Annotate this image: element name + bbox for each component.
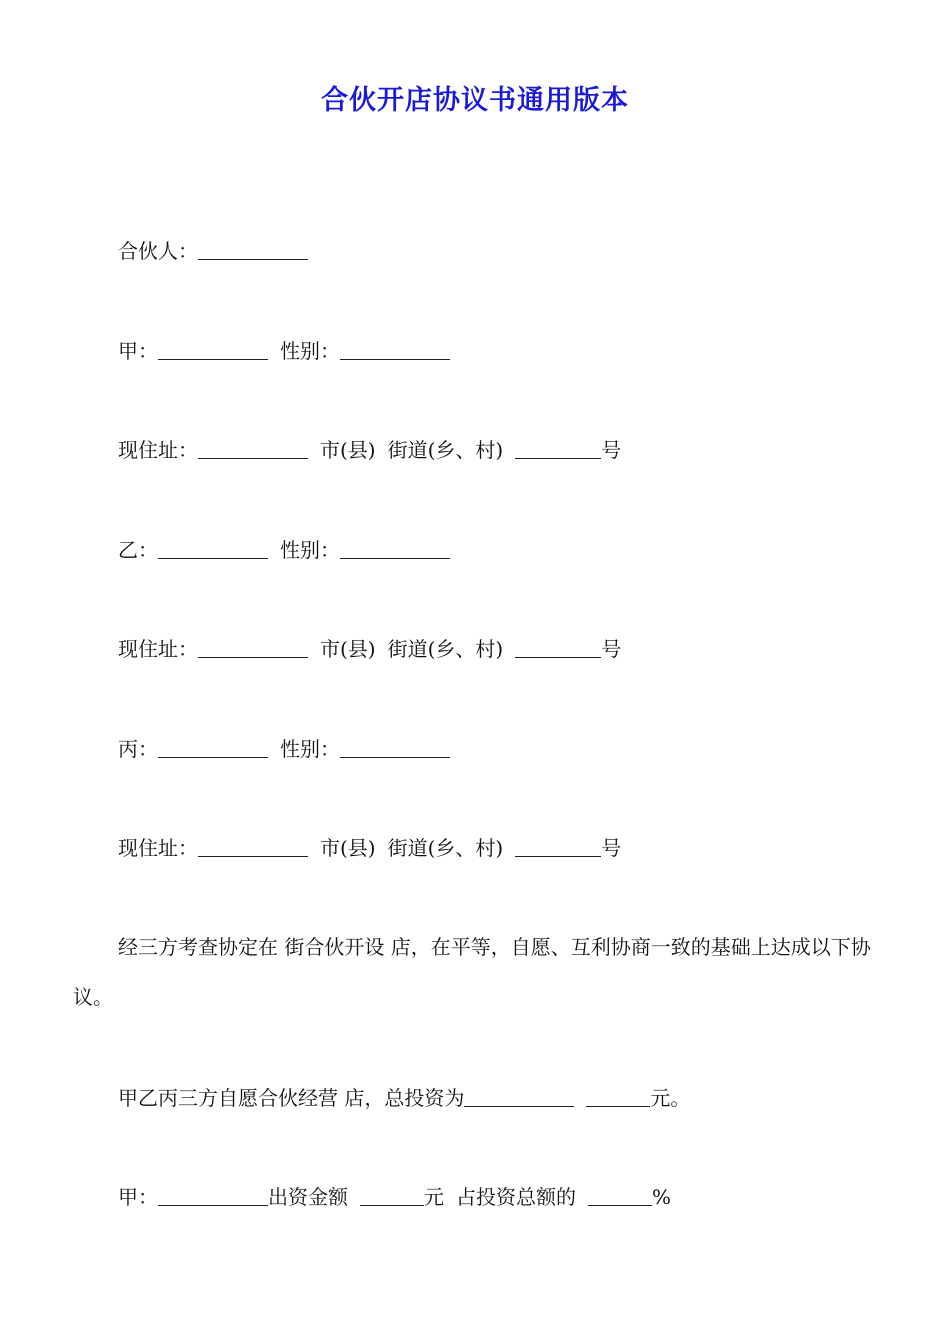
- address-number-blank: [515, 838, 601, 857]
- party-b-address-line: [118, 634, 621, 664]
- partner-blank: [198, 241, 308, 260]
- investment-line: [118, 1083, 690, 1113]
- party-a-gender-label: 性别：: [280, 339, 340, 363]
- party-c-gender-blank: [340, 739, 450, 758]
- contribution-a-label: 甲：: [118, 1185, 158, 1209]
- contribution-a-share-label: 占投资总额的: [456, 1185, 576, 1209]
- investment-blank-2: [586, 1088, 650, 1107]
- investment-blank-1: [464, 1088, 574, 1107]
- contribution-a-amount-blank: [360, 1187, 424, 1206]
- address-number: 号: [601, 836, 622, 860]
- intro-paragraph: 经三方考查协定在 街合伙开设 店，在平等，自愿、互利协商一致的基础上达成以下协议。: [73, 935, 871, 1009]
- address-street: 街道(乡、村): [387, 836, 504, 860]
- party-c-label: 丙：: [118, 737, 158, 761]
- address-number: 号: [601, 438, 622, 462]
- party-b-line: [118, 535, 450, 565]
- address-city: 市(县): [320, 637, 376, 661]
- contribution-a-amount-label: 出资金额: [268, 1185, 348, 1209]
- address-street: 街道(乡、村): [387, 438, 504, 462]
- contribution-a-line: [118, 1182, 671, 1212]
- party-a-label: 甲：: [118, 339, 158, 363]
- address-blank: [198, 639, 308, 658]
- party-b-gender-blank: [340, 540, 450, 559]
- party-b-name-blank: [158, 540, 268, 559]
- party-c-gender-label: 性别：: [280, 737, 340, 761]
- address-blank: [198, 440, 308, 459]
- address-number-blank: [515, 440, 601, 459]
- party-c-line: [118, 734, 450, 764]
- document-title: 合伙开店协议书通用版本: [321, 85, 629, 116]
- address-label: 现住址：: [118, 836, 198, 860]
- contribution-a-blank: [158, 1187, 268, 1206]
- address-number: 号: [601, 637, 622, 661]
- address-city: 市(县): [320, 438, 376, 462]
- contribution-a-share-blank: [588, 1187, 652, 1206]
- address-label: 现住址：: [118, 637, 198, 661]
- address-street: 街道(乡、村): [387, 637, 504, 661]
- investment-unit: 元。: [650, 1086, 691, 1110]
- address-city: 市(县): [320, 836, 376, 860]
- partner-label: 合伙人：: [118, 239, 198, 263]
- party-a-address-line: [118, 435, 621, 465]
- party-c-address-line: [118, 833, 621, 863]
- party-a-line: [118, 336, 450, 366]
- contribution-a-unit: 元: [424, 1185, 444, 1209]
- party-b-gender-label: 性别：: [280, 538, 340, 562]
- address-label: 现住址：: [118, 438, 198, 462]
- investment-text: 甲乙丙三方自愿合伙经营 店，总投资为: [118, 1086, 465, 1110]
- address-blank: [198, 838, 308, 857]
- party-c-name-blank: [158, 739, 268, 758]
- party-b-label: 乙：: [118, 538, 158, 562]
- contribution-a-percent: %: [652, 1185, 672, 1209]
- party-a-name-blank: [158, 341, 268, 360]
- address-number-blank: [515, 639, 601, 658]
- party-a-gender-blank: [340, 341, 450, 360]
- partner-line: [118, 236, 308, 266]
